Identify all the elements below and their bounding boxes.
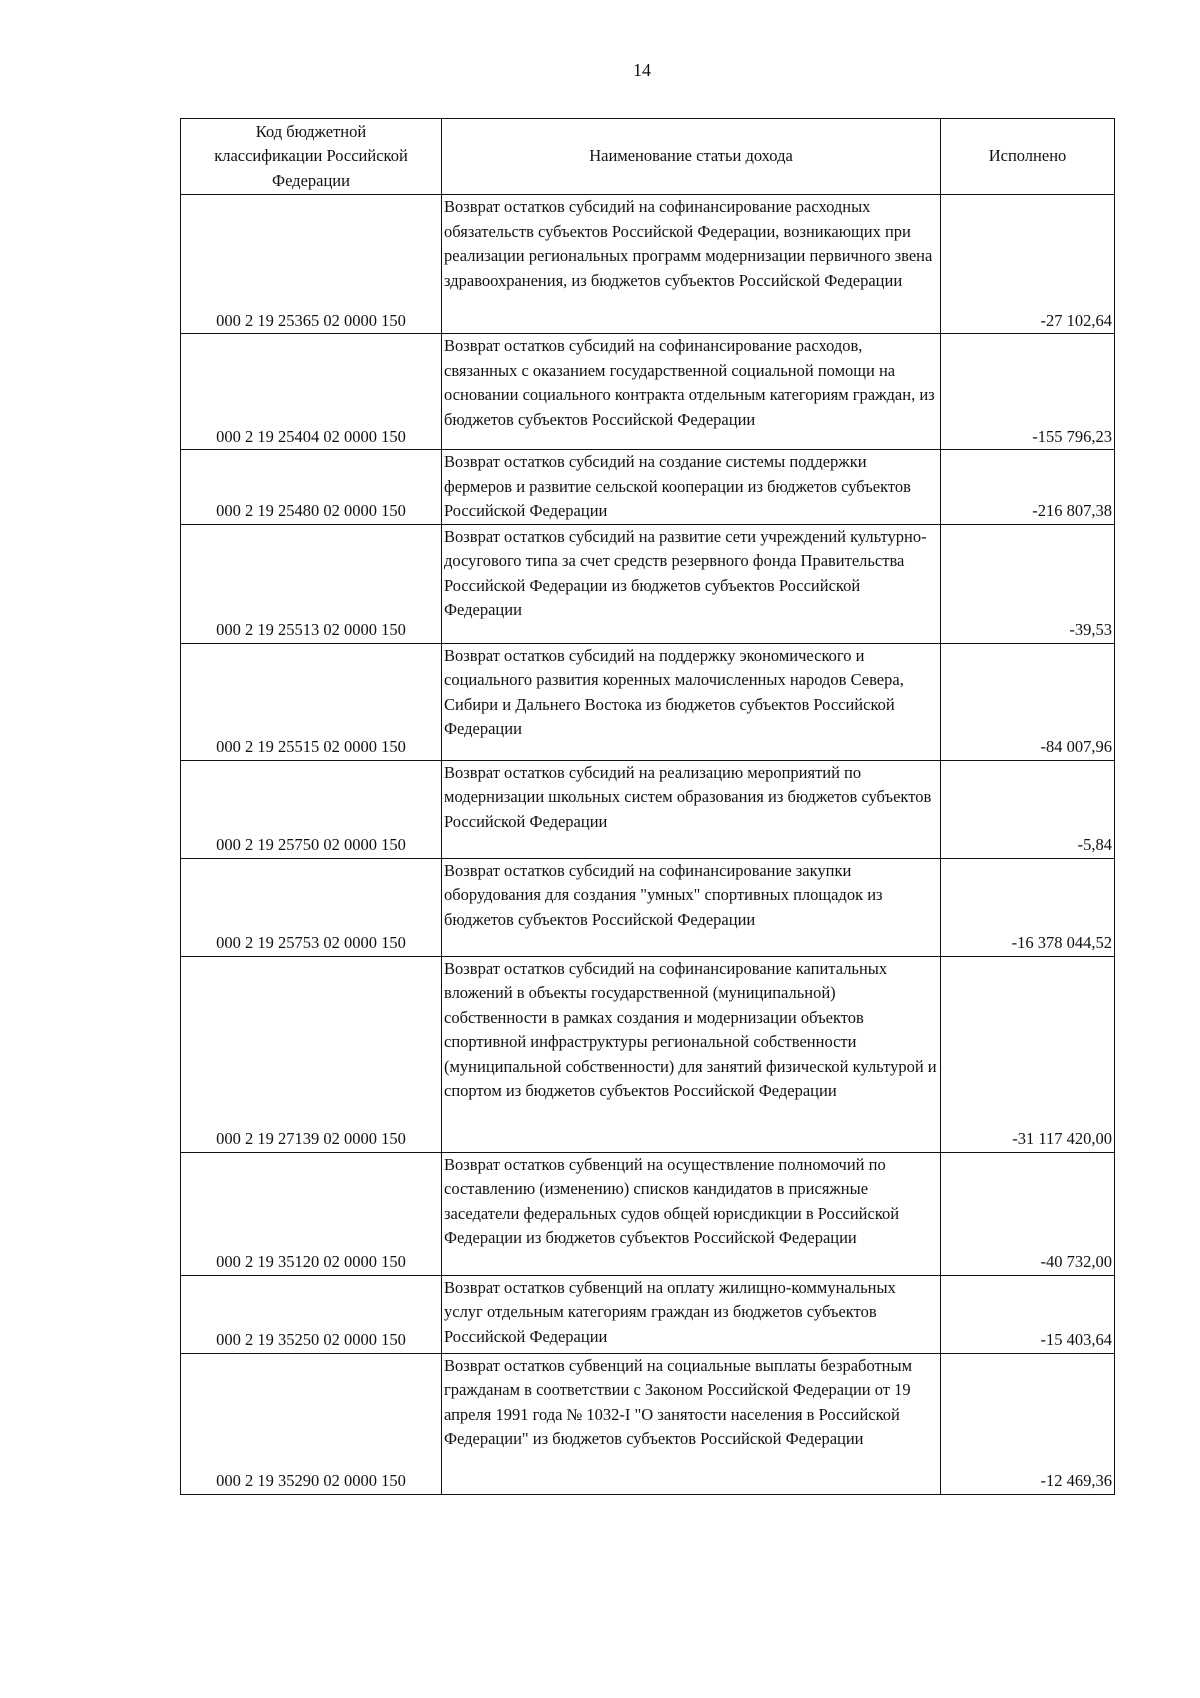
executed-amount-cell: -15 403,64 — [941, 1275, 1115, 1353]
revenue-name-cell: Возврат остатков субсидий на поддержку экономического и социального развития коренных малочисленных народов Севера, Сибири и Дальнего Востока из бюджетов субъектов Российской Федерации — [442, 643, 941, 760]
executed-amount-cell: -216 807,38 — [941, 450, 1115, 525]
budget-code-cell: 000 2 19 25480 02 0000 150 — [181, 450, 442, 525]
table-row — [181, 1353, 1115, 1494]
header-executed: Исполнено — [941, 119, 1115, 195]
revenue-name-cell: Возврат остатков субвенций на социальные выплаты безработным гражданам в соответствии с Законом Российской Федерации от 19 апреля 1991 года № 1032-I "О занятости населения в Российской Федерации" из бюджетов субъектов Российской Федерации — [442, 1353, 941, 1494]
budget-code-cell: 000 2 19 27139 02 0000 150 — [181, 956, 442, 1152]
header-budget-code: Код бюджетной классификации Российской Федерации — [181, 119, 442, 195]
revenue-name-cell: Возврат остатков субсидий на софинансирование расходных обязательств субъектов Российской Федерации, возникающих при реализации региональных программ модернизации первичного звена здравоохранения, из бюджетов субъектов Российской Федерации — [442, 195, 941, 334]
budget-code-cell: 000 2 19 35290 02 0000 150 — [181, 1353, 442, 1494]
revenue-table — [180, 118, 1115, 1495]
revenue-name-cell: Возврат остатков субсидий на софинансирование капитальных вложений в объекты государственной (муниципальной) собственности в рамках создания и модернизации объектов спортивной инфраструктуры региональной собственности (муниципальной собственности) для занятий физической культурой и спортом из бюджетов субъектов Российской Федерации — [442, 956, 941, 1152]
revenue-name-cell: Возврат остатков субсидий на софинансирование расходов, связанных с оказанием государственной социальной помощи на основании социального контракта отдельным категориям граждан, из бюджетов субъектов Российской Федерации — [442, 334, 941, 450]
table-row — [181, 450, 1115, 525]
revenue-name-cell: Возврат остатков субсидий на реализацию мероприятий по модернизации школьных систем образования из бюджетов субъектов Российской Федерации — [442, 760, 941, 858]
executed-amount-cell: -40 732,00 — [941, 1152, 1115, 1275]
executed-amount-cell: -27 102,64 — [941, 195, 1115, 334]
revenue-name-cell: Возврат остатков субсидий на развитие сети учреждений культурно-досугового типа за счет средств резервного фонда Правительства Российской Федерации из бюджетов субъектов Российской Федерации — [442, 524, 941, 643]
budget-code-cell: 000 2 19 25753 02 0000 150 — [181, 858, 442, 956]
executed-amount-cell: -12 469,36 — [941, 1353, 1115, 1494]
revenue-name-cell: Возврат остатков субвенций на осуществление полномочий по составлению (изменению) списков кандидатов в присяжные заседатели федеральных судов общей юрисдикции в Российской Федерации из бюджетов субъектов Российской Федерации — [442, 1152, 941, 1275]
table-row — [181, 643, 1115, 760]
table-row — [181, 1275, 1115, 1353]
budget-code-cell: 000 2 19 25404 02 0000 150 — [181, 334, 442, 450]
budget-code-cell: 000 2 19 25365 02 0000 150 — [181, 195, 442, 334]
executed-amount-cell: -39,53 — [941, 524, 1115, 643]
table-row — [181, 195, 1115, 334]
header-revenue-name: Наименование статьи дохода — [442, 119, 941, 195]
table-row — [181, 334, 1115, 450]
executed-amount-cell: -31 117 420,00 — [941, 956, 1115, 1152]
table-row — [181, 760, 1115, 858]
revenue-name-cell: Возврат остатков субсидий на создание системы поддержки фермеров и развитие сельской кооперации из бюджетов субъектов Российской Федерации — [442, 450, 941, 525]
budget-code-cell: 000 2 19 25515 02 0000 150 — [181, 643, 442, 760]
table-row — [181, 524, 1115, 643]
table-row — [181, 956, 1115, 1152]
executed-amount-cell: -16 378 044,52 — [941, 858, 1115, 956]
budget-code-cell: 000 2 19 35250 02 0000 150 — [181, 1275, 442, 1353]
executed-amount-cell: -84 007,96 — [941, 643, 1115, 760]
budget-code-cell: 000 2 19 25513 02 0000 150 — [181, 524, 442, 643]
revenue-name-cell: Возврат остатков субсидий на софинансирование закупки оборудования для создания "умных" спортивных площадок из бюджетов субъектов Российской Федерации — [442, 858, 941, 956]
budget-code-cell: 000 2 19 35120 02 0000 150 — [181, 1152, 442, 1275]
revenue-name-cell: Возврат остатков субвенций на оплату жилищно-коммунальных услуг отдельным категориям граждан из бюджетов субъектов Российской Федерации — [442, 1275, 941, 1353]
table-row — [181, 1152, 1115, 1275]
table-header-row — [181, 119, 1115, 195]
table-row — [181, 858, 1115, 956]
page-number: 14 — [633, 60, 651, 80]
budget-code-cell: 000 2 19 25750 02 0000 150 — [181, 760, 442, 858]
executed-amount-cell: -155 796,23 — [941, 334, 1115, 450]
executed-amount-cell: -5,84 — [941, 760, 1115, 858]
